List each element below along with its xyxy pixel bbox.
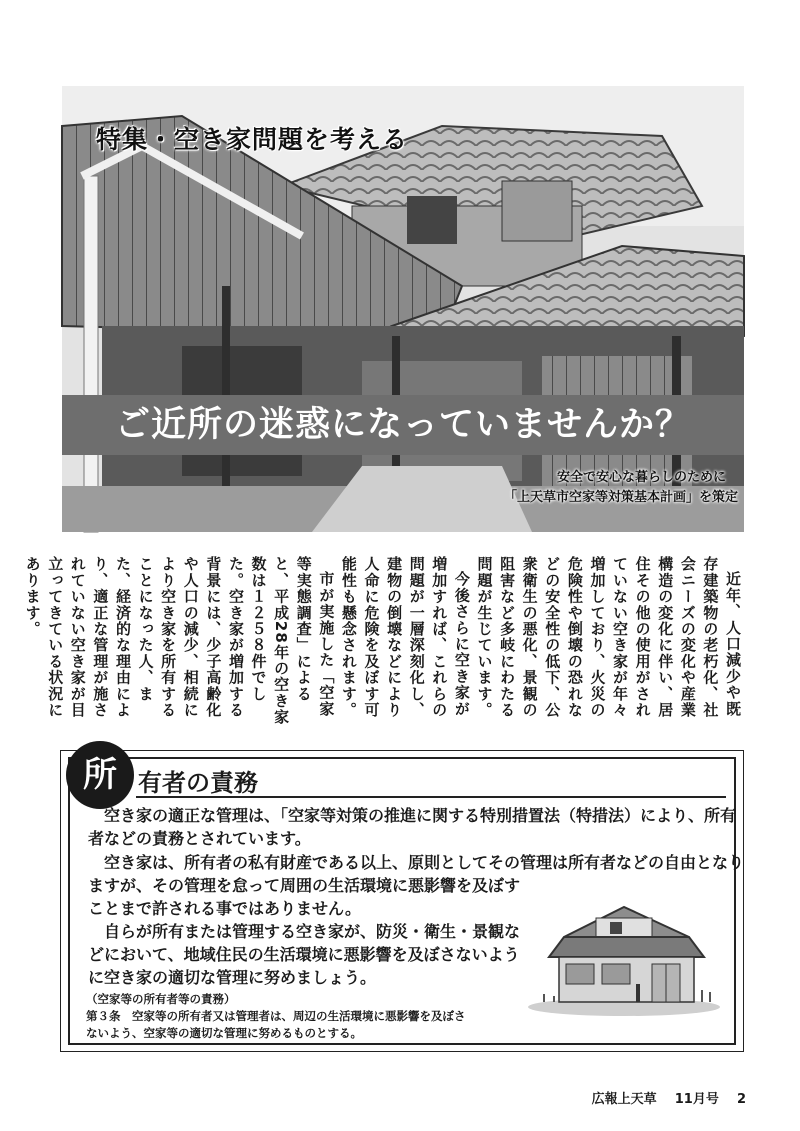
- issue-label: 11月号: [674, 1092, 719, 1107]
- owner-p2-line1: 空き家は、所有者の私有財産である以上、原則としてその管理は所有者などの自由となり: [104, 853, 745, 872]
- owner-p3-line3: に空き家の適切な管理に努めましょう。: [88, 968, 377, 987]
- vacant-house-illustration-icon: [524, 902, 724, 1021]
- law-title: （空家等の所有者等の責務）: [86, 992, 236, 1006]
- law-line-1: 第３条 空家等の所有者又は管理者は、周辺の生活環境に悪影響を及ぼさ: [86, 1009, 466, 1023]
- feature-headline: ご近所の迷惑になっていませんか？: [114, 405, 691, 445]
- owner-p3-line1: 自らが所有または管理する空き家が、防災・衛生・景観な: [104, 922, 521, 941]
- feature-kicker: 特集・空き家問題を考える: [96, 125, 409, 154]
- owner-p2-line2: ますが、その管理を怠って周囲の生活環境に悪影響を及ぼす: [88, 876, 521, 895]
- article-paragraph: 市が実施した「空家等実態調査」によると、平成28年の空き家数は１２５８件でした。空き家が増加する背景には、少子高齢化や人口の減少、相続により空き家を所有することになった人、また、経済的な理由により、適正な管理が施されていない空き家が目立ってきている状況にあります。: [23, 556, 336, 726]
- article-paragraph: 今後さらに空き家が増加すれば、これらの問題が一層深刻化し、建物の倒壊などにより人命に危険を及ぼす可能性も懸念されます。: [339, 556, 471, 718]
- article-body: [23, 556, 744, 726]
- article-paragraph: 近年、人口減少や既存建築物の老朽化、社会ニーズの変化や産業構造の変化に伴い、居住その他の使用がされていない空き家が年々増加しており、火災の危険性や倒壊の恐れなどの安全性の低下、公衆衛生の悪化、景観の阻害など多岐にわたる問題が生じています。: [475, 556, 742, 718]
- page-footer: [592, 1088, 746, 1107]
- owner-p1-line1: 空き家の適正な管理は、「空家等対策の推進に関する特別措置法（特措法）により、所有: [104, 806, 737, 825]
- section-title: 有者の責務: [138, 769, 258, 797]
- title-rule: [136, 796, 726, 798]
- publication-name: 広報上天草: [591, 1092, 657, 1107]
- owner-p1-line2: 者などの責務とされています。: [88, 829, 311, 848]
- law-line-2: ないよう、空家等の適切な管理に努めるものとする。: [86, 1026, 362, 1040]
- law-excerpt: [86, 991, 466, 1042]
- feature-subtitle-2: 「上天草市空家等対策基本計画」を策定: [503, 490, 738, 505]
- section-badge: 所: [66, 741, 134, 809]
- page-number: 2: [736, 1092, 746, 1107]
- feature-subtitle-1: 安全で安心な暮らしのために: [556, 470, 726, 485]
- owner-p2-line3: ことまで許される事ではありません。: [88, 899, 361, 918]
- owner-p3-line2: どにおいて、地域住民の生活環境に悪影響を及ぼさないよう: [88, 945, 520, 964]
